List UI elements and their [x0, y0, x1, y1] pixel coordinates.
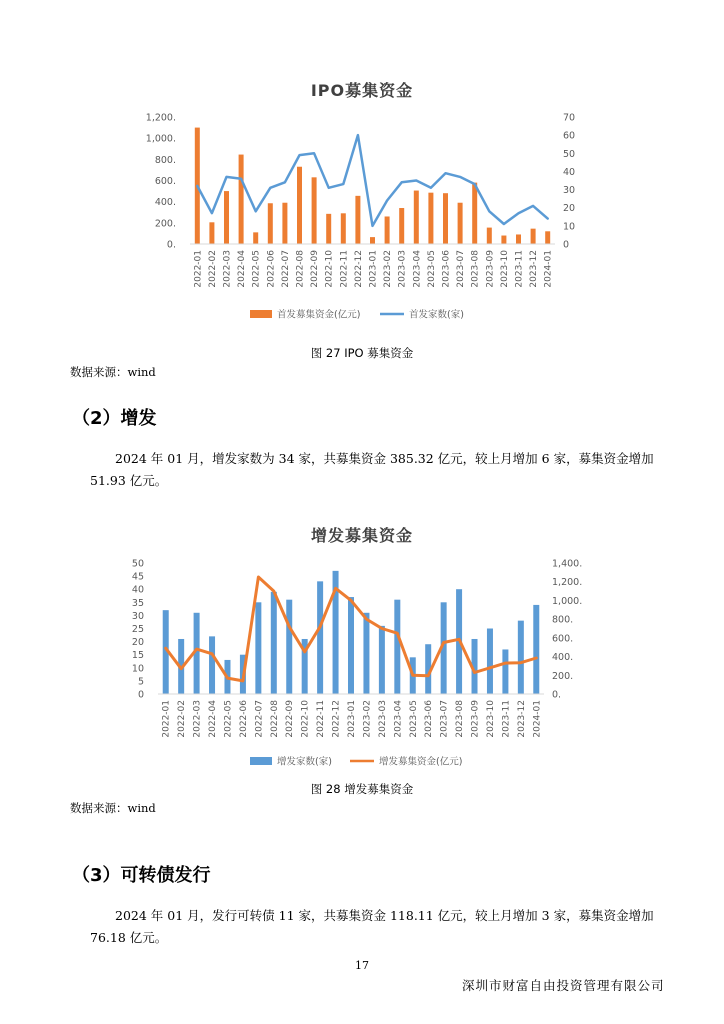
seo-x-tick: 2022-04 [208, 700, 219, 738]
section-seo-paragraph: 2024 年 01 月，增发家数为 34 家，共募集资金 385.32 亿元，较上月增加 6 家，募集资金增加 51.93 亿元。 [90, 451, 654, 488]
seo-y-left-tick: 5 [137, 676, 144, 688]
ipo-y-right-tick: 10 [563, 221, 576, 233]
section-heading-convertible: （3）可转债发行 [72, 865, 211, 886]
ipo-y-right-tick: 20 [563, 203, 576, 215]
ipo-bar [531, 229, 536, 244]
ipo-line-series [197, 135, 547, 226]
ipo-x-tick: 2023-12 [529, 250, 540, 288]
seo-y-right-tick: 1,000. [552, 595, 583, 607]
ipo-x-tick: 2022-04 [237, 250, 248, 288]
ipo-bar [282, 203, 287, 244]
ipo-x-tick: 2023-11 [514, 250, 525, 288]
seo-legend-bar-swatch [250, 757, 272, 765]
ipo-bar [370, 237, 375, 244]
ipo-y-left-tick: 600. [154, 176, 176, 187]
page-number: 17 [355, 959, 369, 972]
seo-bar [502, 649, 508, 694]
seo-bar [394, 600, 400, 694]
seo-bar [379, 626, 385, 694]
ipo-y-left-tick: 1,200. [145, 112, 176, 124]
seo-x-tick: 2023-11 [501, 700, 512, 738]
ipo-bar [239, 155, 244, 244]
ipo-x-tick: 2022-05 [251, 250, 262, 288]
ipo-chart-title: IPO募集资金 [310, 81, 414, 100]
seo-x-tick: 2023-03 [377, 700, 388, 738]
seo-y-left-tick: 40 [131, 584, 144, 596]
seo-x-tick: 2024-01 [532, 700, 543, 738]
seo-y-right-tick: 1,200. [552, 577, 583, 589]
ipo-x-tick: 2022-07 [280, 250, 291, 288]
ipo-bar [516, 234, 521, 244]
ipo-x-tick: 2023-05 [426, 250, 437, 288]
seo-x-tick: 2022-12 [331, 700, 342, 738]
seo-bar [271, 592, 277, 694]
seo-y-left-tick: 0 [137, 689, 144, 701]
ipo-bar [312, 177, 317, 244]
ipo-y-right-tick: 60 [563, 130, 576, 142]
ipo-chart [145, 105, 590, 330]
ipo-bar [224, 191, 229, 244]
seo-x-tick: 2023-04 [393, 700, 404, 738]
ipo-x-tick: 2023-02 [383, 250, 394, 288]
ipo-data-source: 数据来源：wind [70, 365, 156, 379]
ipo-bar [326, 214, 331, 244]
seo-figure-caption: 图 28 增发募集资金 [310, 782, 414, 796]
seo-bar [363, 613, 369, 694]
seo-x-tick: 2023-08 [455, 700, 466, 738]
ipo-y-right-tick: 0 [563, 239, 570, 251]
ipo-x-tick: 2023-01 [368, 250, 379, 288]
seo-y-left-tick: 15 [131, 650, 144, 662]
ipo-x-tick: 2022-02 [207, 250, 218, 288]
ipo-bar [209, 222, 214, 244]
ipo-x-tick: 2023-07 [456, 250, 467, 288]
seo-y-right-tick: 400. [552, 652, 574, 664]
ipo-x-tick: 2022-06 [266, 250, 277, 288]
seo-x-tick: 2022-01 [161, 700, 172, 738]
section-heading-seo: （2）增发 [72, 408, 157, 429]
seo-bar [487, 629, 493, 695]
seo-x-tick: 2022-05 [223, 700, 234, 738]
ipo-figure-caption: 图 27 IPO 募集资金 [310, 346, 414, 360]
seo-x-tick: 2022-09 [285, 700, 296, 738]
ipo-x-tick: 2023-04 [412, 250, 423, 288]
ipo-legend-bar-swatch [250, 310, 272, 318]
ipo-y-right-tick: 30 [563, 185, 576, 197]
ipo-bar [501, 236, 506, 244]
ipo-bar [268, 203, 273, 244]
seo-y-right-tick: 600. [552, 633, 574, 645]
company-footer: 深圳市财富自由投资管理有限公司 [462, 978, 665, 993]
ipo-bar [399, 208, 404, 244]
ipo-y-left-tick: 0. [166, 239, 176, 251]
ipo-y-right-tick: 40 [563, 166, 576, 178]
ipo-bar [487, 228, 492, 244]
ipo-x-tick: 2022-12 [353, 250, 364, 288]
ipo-bar [414, 191, 419, 244]
seo-x-tick: 2023-09 [470, 700, 481, 738]
seo-x-tick: 2022-07 [254, 700, 265, 738]
seo-bar [209, 636, 215, 694]
ipo-bar [545, 231, 550, 244]
ipo-x-tick: 2022-03 [222, 250, 233, 288]
ipo-bar [443, 193, 448, 244]
ipo-bar [428, 193, 433, 244]
ipo-bar [355, 196, 360, 244]
seo-chart-title: 增发募集资金 [310, 526, 413, 545]
seo-x-tick: 2022-02 [177, 700, 188, 738]
ipo-x-tick: 2022-11 [339, 250, 350, 288]
ipo-bar [297, 167, 302, 244]
seo-x-tick: 2022-10 [300, 700, 311, 738]
ipo-x-tick: 2022-01 [193, 250, 204, 288]
ipo-legend-bar-label: 首发募集资金(亿元) [277, 309, 361, 321]
ipo-y-left-tick: 1,000. [145, 133, 176, 145]
seo-x-tick: 2023-02 [362, 700, 373, 738]
ipo-bar [253, 232, 258, 244]
seo-x-tick: 2023-07 [439, 700, 450, 738]
seo-bar [348, 597, 354, 694]
seo-x-tick: 2023-06 [424, 700, 435, 738]
seo-x-tick: 2022-08 [269, 700, 280, 738]
seo-x-tick: 2022-11 [316, 700, 327, 738]
seo-x-tick: 2023-10 [485, 700, 496, 738]
ipo-y-left-tick: 400. [154, 197, 176, 209]
ipo-bar [385, 216, 390, 244]
seo-bar [317, 581, 323, 694]
seo-y-right-tick: 200. [552, 670, 574, 682]
ipo-x-tick: 2023-06 [441, 250, 452, 288]
ipo-y-right-tick: 70 [563, 112, 576, 124]
seo-bar [255, 602, 261, 694]
seo-x-tick: 2022-06 [238, 700, 249, 738]
ipo-x-tick: 2023-03 [397, 250, 408, 288]
seo-bar [533, 605, 539, 694]
seo-y-left-tick: 50 [131, 558, 144, 570]
ipo-legend-line-label: 首发家数(家) [409, 309, 464, 321]
ipo-bar [458, 203, 463, 244]
section-convertible-paragraph: 2024 年 01 月，发行可转债 11 家，共募集资金 118.11 亿元，较上月增加 3 家，募集资金增加 76.18 亿元。 [90, 908, 654, 945]
seo-x-tick: 2023-01 [347, 700, 357, 738]
ipo-y-left-tick: 800. [154, 154, 176, 166]
seo-data-source: 数据来源：wind [70, 801, 156, 815]
seo-y-left-tick: 25 [131, 624, 144, 635]
seo-y-left-tick: 35 [131, 597, 144, 609]
ipo-bar [472, 183, 477, 244]
seo-y-right-tick: 0. [552, 689, 562, 701]
seo-y-right-tick: 1,400. [552, 558, 583, 570]
ipo-x-tick: 2023-08 [470, 250, 481, 288]
seo-bar [286, 600, 292, 694]
ipo-x-tick: 2022-10 [324, 250, 335, 288]
seo-x-tick: 2022-03 [192, 700, 203, 738]
ipo-y-right-tick: 50 [563, 148, 576, 160]
seo-legend-line-label: 增发募集资金(亿元) [379, 756, 463, 768]
seo-y-left-tick: 20 [131, 637, 144, 649]
seo-chart [130, 552, 600, 782]
seo-y-left-tick: 10 [131, 663, 144, 675]
ipo-x-tick: 2022-08 [295, 250, 306, 288]
ipo-x-tick: 2024-01 [543, 250, 554, 288]
seo-y-right-tick: 800. [552, 614, 574, 626]
ipo-x-tick: 2023-10 [499, 250, 510, 288]
seo-x-tick: 2023-12 [516, 700, 527, 738]
seo-y-left-tick: 30 [131, 610, 144, 622]
seo-y-left-tick: 45 [131, 571, 144, 583]
seo-x-tick: 2023-05 [408, 700, 419, 738]
seo-legend-bar-label: 增发家数(家) [277, 756, 332, 768]
ipo-y-left-tick: 200. [154, 218, 176, 230]
ipo-x-tick: 2022-09 [310, 250, 321, 288]
seo-bar [518, 621, 524, 694]
ipo-bar [341, 213, 346, 244]
ipo-x-tick: 2023-09 [485, 250, 496, 288]
